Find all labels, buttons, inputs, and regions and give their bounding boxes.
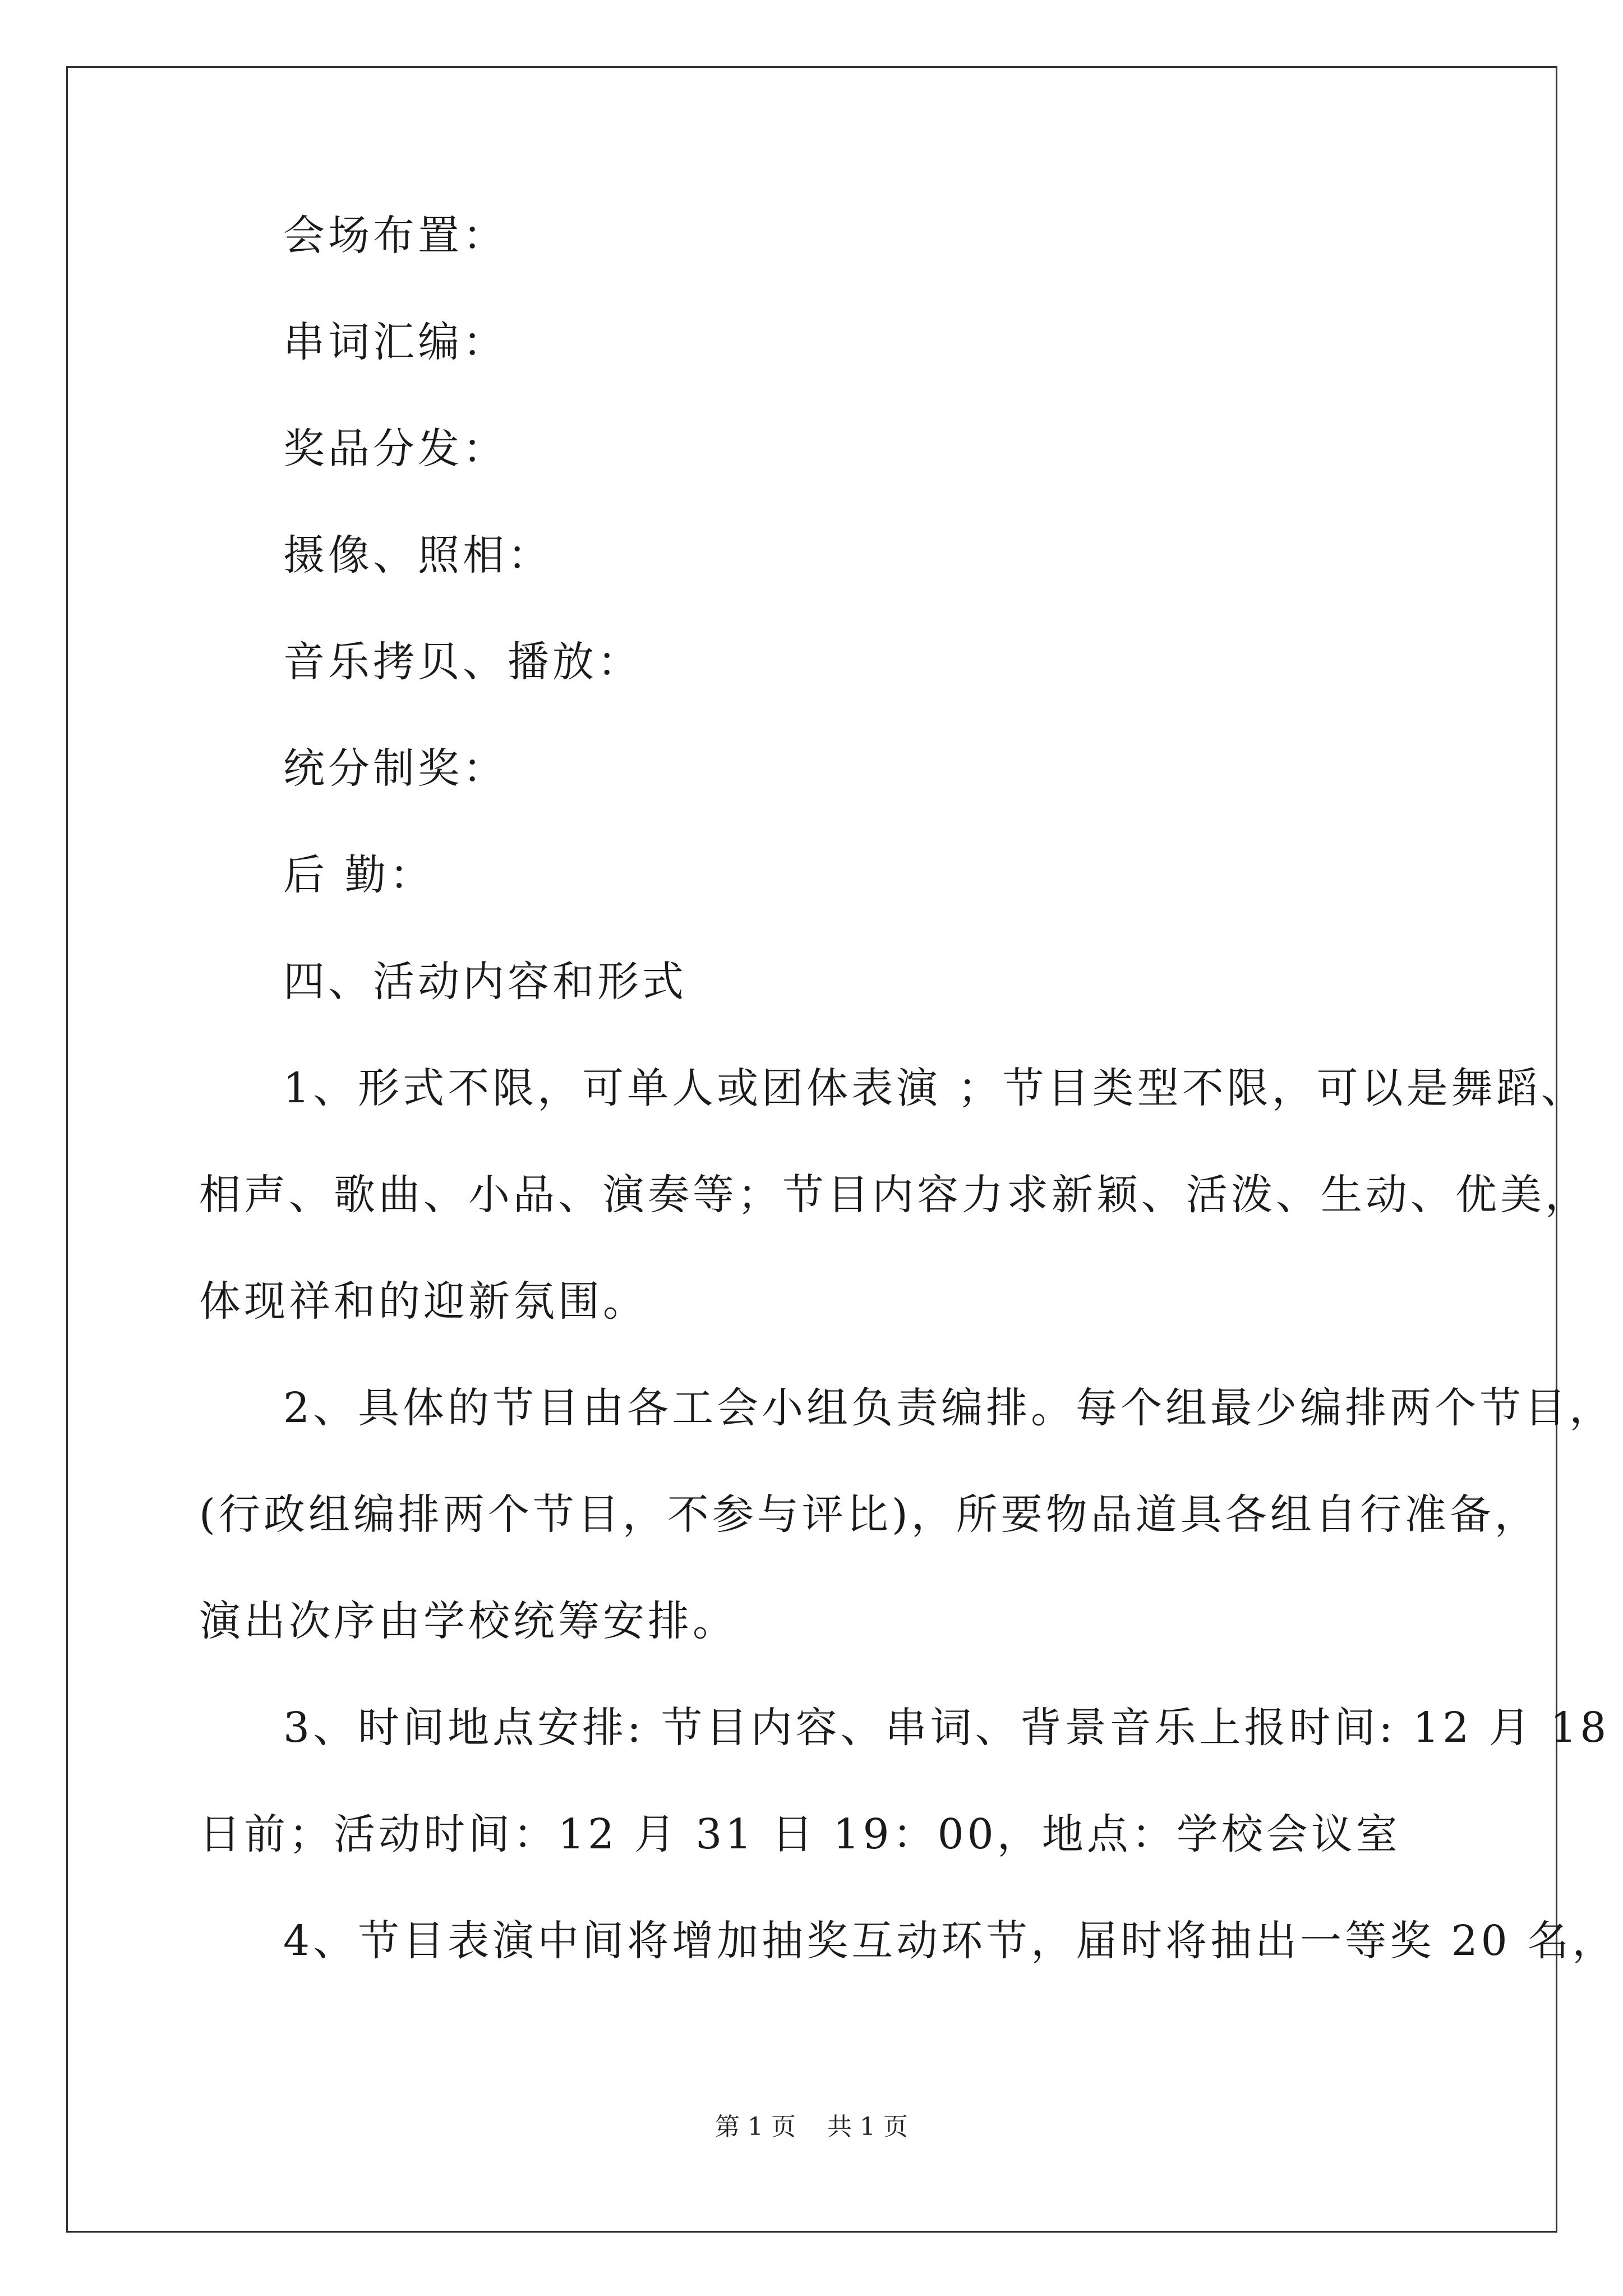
paragraph-line: 相声、歌曲、小品、演奏等；节目内容力求新颖、活泼、生动、优美， <box>199 1171 1590 1219</box>
paragraph-line: 4、节目表演中间将增加抽奖互动环节，届时将抽出一等奖 20 名， <box>283 1917 1617 1965</box>
paragraph-line: 日前；活动时间：12 月 31 日 19：00，地点：学校会议室 <box>199 1810 1401 1858</box>
paragraph-line: (行政组编排两个节目，不参与评比)，所要物品道具各组自行准备， <box>199 1490 1539 1539</box>
paragraph-line: 3、时间地点安排: 节目内容、串词、背景音乐上报时间: 12 月 18 <box>283 1704 1610 1752</box>
paragraph-line: 会场布置： <box>283 211 508 260</box>
page-number-label: 第 1 页 共 1 页 <box>715 2113 908 2141</box>
page-border <box>66 66 1557 2233</box>
paragraph-line: 体现祥和的迎新氛围。 <box>199 1277 648 1326</box>
paragraph-line: 音乐拷贝、播放： <box>283 638 642 686</box>
paragraph-line: 2、具体的节目由各工会小组负责编排。每个组最少编排两个节目， <box>283 1384 1615 1432</box>
paragraph-line: 统分制奖： <box>283 744 508 793</box>
paragraph-line: 奖品分发： <box>283 425 508 473</box>
paragraph-line: 串词汇编： <box>283 318 508 366</box>
paragraph-line: 摄像、照相： <box>283 531 552 579</box>
page-footer <box>0 2110 1623 2144</box>
section-heading: 四、活动内容和形式 <box>283 958 687 1006</box>
paragraph-line: 1、形式不限，可单人或团体表演 ；节目类型不限，可以是舞蹈、 <box>283 1064 1586 1112</box>
paragraph-line: 演出次序由学校统筹安排。 <box>199 1597 737 1645</box>
paragraph-line: 后 勤： <box>283 851 435 899</box>
